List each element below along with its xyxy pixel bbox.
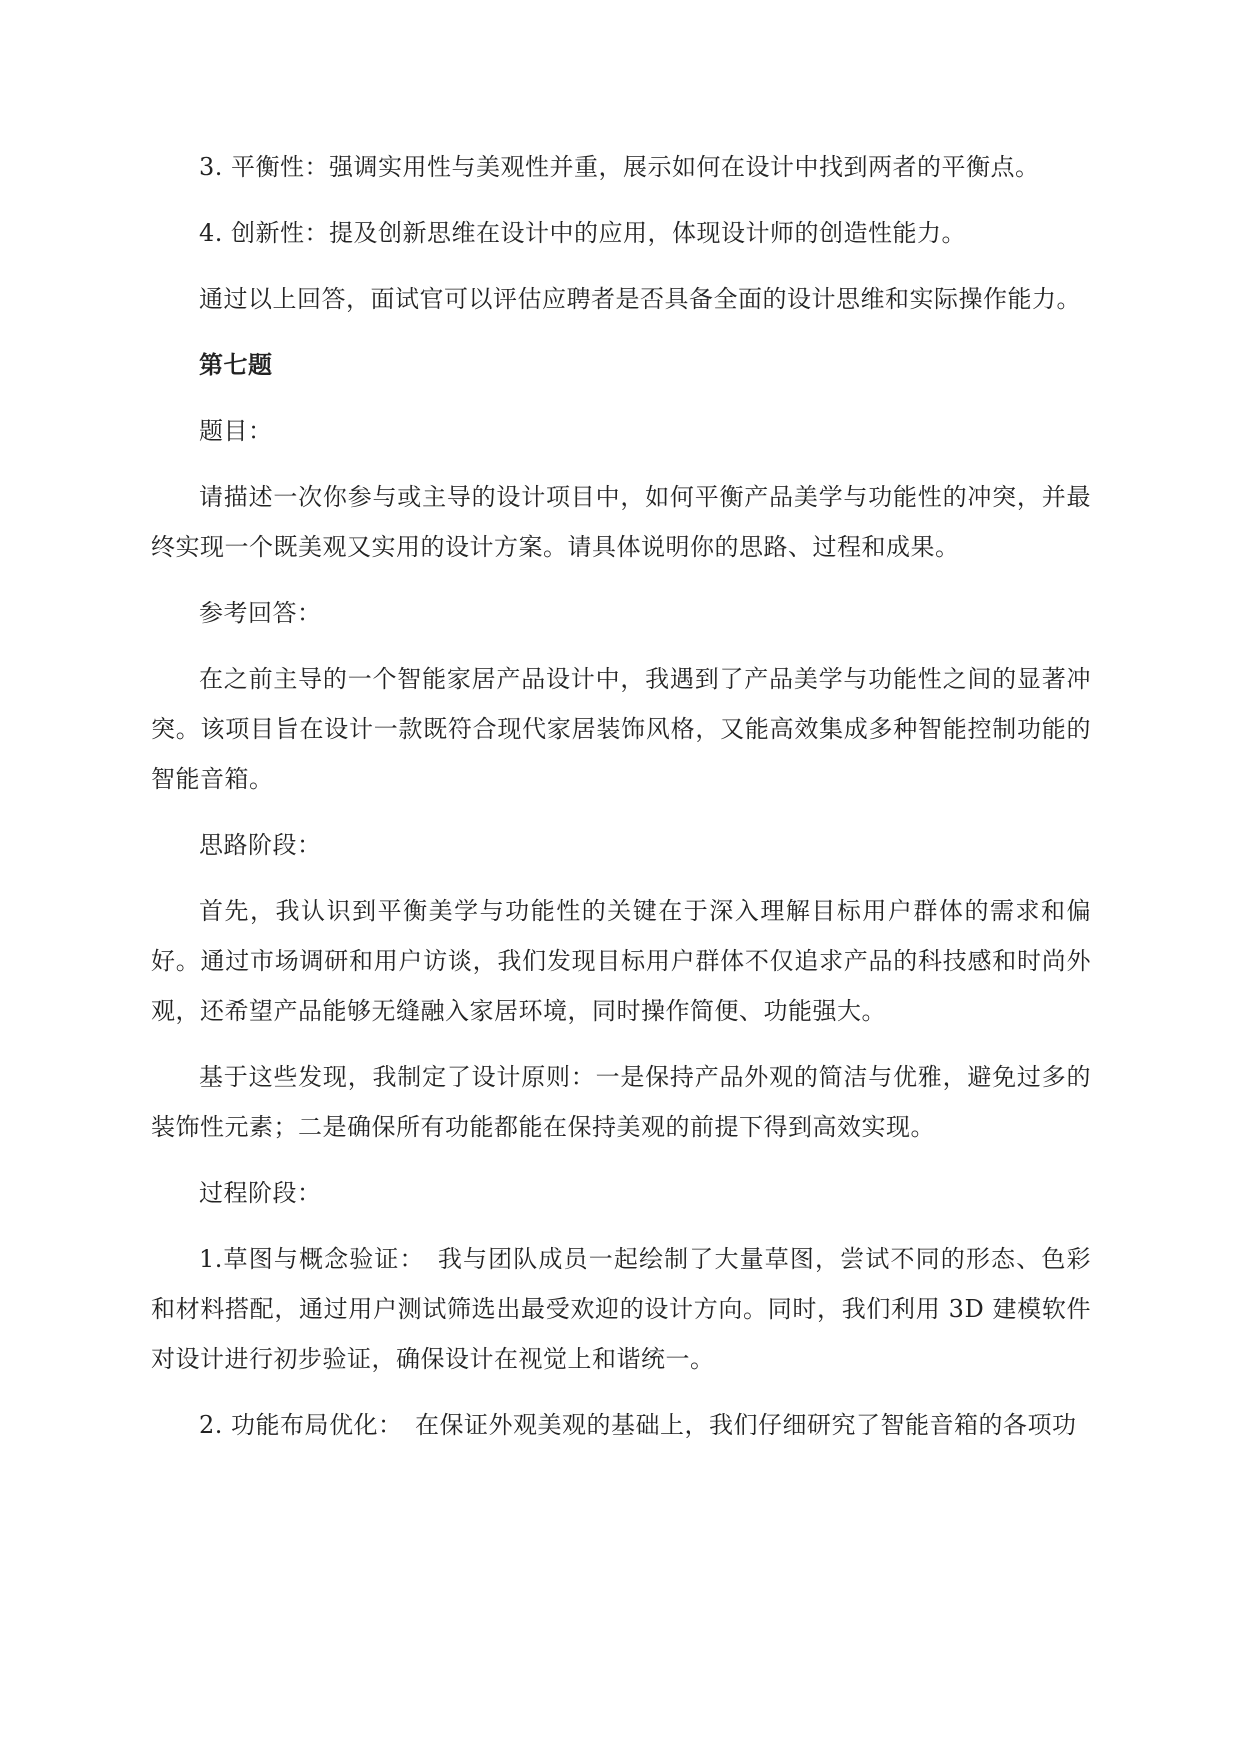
answer-label: 参考回答： — [199, 599, 322, 627]
paragraph-innovation-point: 4. 创新性：提及创新思维在设计中的应用，体现设计师的创造性能力。 — [199, 219, 967, 247]
process-step-sketch: 1.草图与概念验证： 我与团队成员一起绘制了大量草图，尝试不同的形态、色彩和材料搭配，通过用户测试筛选出最受欢迎的设计方向。同时，我们利用 3D 建模软件对设计进行初步验证，确保设计在视觉上和谐统一。 — [151, 1245, 1091, 1373]
process-stage-label: 过程阶段： — [199, 1179, 322, 1207]
design-principles-text: 基于这些发现，我制定了设计原则：一是保持产品外观的简洁与优雅，避免过多的装饰性元素；二是确保所有功能都能在保持美观的前提下得到高效实现。 — [151, 1063, 1091, 1141]
answer-intro: 在之前主导的一个智能家居产品设计中，我遇到了产品美学与功能性之间的显著冲突。该项目旨在设计一款既符合现代家居装饰风格，又能高效集成多种智能控制功能的智能音箱。 — [151, 665, 1091, 793]
question-label: 题目： — [199, 417, 273, 445]
document-body — [151, 142, 1091, 1466]
section-heading: 第七题 — [199, 351, 273, 379]
thinking-stage-label: 思路阶段： — [199, 831, 322, 859]
process-step-layout: 2. 功能布局优化： 在保证外观美观的基础上，我们仔细研究了智能音箱的各项功 — [199, 1411, 1077, 1439]
thinking-stage-text: 首先，我认识到平衡美学与功能性的关键在于深入理解目标用户群体的需求和偏好。通过市场调研和用户访谈，我们发现目标用户群体不仅追求产品的科技感和时尚外观，还希望产品能够无缝融入家居环境，同时操作简便、功能强大。 — [151, 897, 1091, 1025]
question-text: 请描述一次你参与或主导的设计项目中，如何平衡产品美学与功能性的冲突，并最终实现一个既美观又实用的设计方案。请具体说明你的思路、过程和成果。 — [151, 483, 1091, 561]
paragraph-balance-point: 3. 平衡性：强调实用性与美观性并重，展示如何在设计中找到两者的平衡点。 — [199, 153, 1040, 181]
paragraph-summary: 通过以上回答，面试官可以评估应聘者是否具备全面的设计思维和实际操作能力。 — [199, 285, 1081, 313]
